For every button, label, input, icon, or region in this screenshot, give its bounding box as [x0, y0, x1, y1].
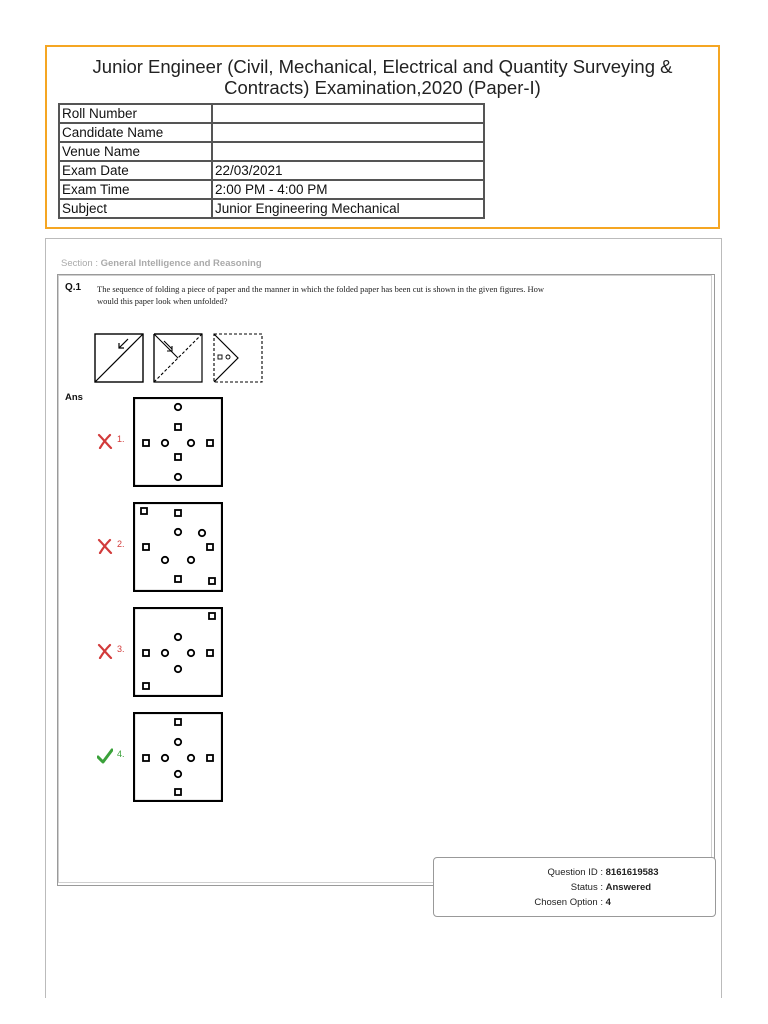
- option-number: 2.: [117, 539, 125, 549]
- candidate-info-table: [58, 103, 485, 219]
- question-text: The sequence of folding a piece of paper and the manner in which the folded paper has been cut is shown in the given figures. How would this paper look when unfolded?: [97, 284, 545, 306]
- option-figure-3: [133, 607, 223, 697]
- info-value: [212, 123, 484, 142]
- question-id-label: Question ID :: [547, 867, 603, 878]
- info-row: [59, 104, 484, 123]
- chosen-option-value: 4: [605, 897, 611, 908]
- option-number: 4.: [117, 749, 125, 759]
- info-label: Candidate Name: [59, 123, 212, 142]
- question-id-row: [525, 867, 715, 878]
- section-prefix: Section :: [61, 258, 101, 269]
- info-value: Junior Engineering Mechanical: [212, 199, 484, 218]
- exam-title-line-2: Contracts) Examination,2020 (Paper-I): [224, 77, 541, 98]
- info-value: 2:00 PM - 4:00 PM: [212, 180, 484, 199]
- info-value: [212, 142, 484, 161]
- section-name: General Intelligence and Reasoning: [100, 258, 262, 269]
- fold-figure-1: [95, 334, 143, 382]
- exam-title: [47, 56, 718, 98]
- option-figure-4: [133, 712, 223, 802]
- section-heading: [61, 258, 262, 269]
- info-row: [59, 161, 484, 180]
- check-icon: [97, 748, 113, 764]
- info-label: Roll Number: [59, 104, 212, 123]
- info-value: 22/03/2021: [212, 161, 484, 180]
- info-label: Venue Name: [59, 142, 212, 161]
- chosen-option-row: [525, 897, 715, 908]
- exam-header-card: [45, 45, 720, 229]
- option-number: 1.: [117, 434, 125, 444]
- option-number: 3.: [117, 644, 125, 654]
- answer-option[interactable]: [59, 607, 259, 702]
- answer-option[interactable]: [59, 397, 259, 492]
- info-label: Subject: [59, 199, 212, 218]
- chosen-option-label: Chosen Option :: [534, 897, 603, 908]
- status-label: Status :: [570, 882, 603, 893]
- fold-figure-2: [154, 334, 202, 382]
- answer-option[interactable]: [59, 502, 259, 597]
- cross-icon: [97, 433, 113, 449]
- info-label: Exam Date: [59, 161, 212, 180]
- question-inner: [58, 275, 712, 908]
- option-figure-1: [133, 397, 223, 487]
- fold-figure-3: [214, 334, 262, 382]
- answer-label: Ans: [65, 392, 83, 403]
- question-id-value: 8161619583: [605, 867, 659, 878]
- question-card: [45, 238, 722, 998]
- info-value: [212, 104, 484, 123]
- option-figure-2: [133, 502, 223, 592]
- info-row: [59, 123, 484, 142]
- status-value: Answered: [605, 882, 652, 893]
- info-label: Exam Time: [59, 180, 212, 199]
- question-frame: [57, 274, 715, 908]
- cross-icon: [97, 538, 113, 554]
- cross-icon: [97, 643, 113, 659]
- status-row: [525, 882, 715, 893]
- folding-figures: [94, 333, 274, 389]
- question-number: Q.1: [65, 282, 82, 293]
- exam-title-line-1: Junior Engineer (Civil, Mechanical, Electrical and Quantity Surveying &: [92, 56, 673, 77]
- info-row: [59, 180, 484, 199]
- answer-option[interactable]: [59, 712, 259, 807]
- info-row: [59, 142, 484, 161]
- question-status-box: [433, 857, 716, 917]
- info-row: [59, 199, 484, 218]
